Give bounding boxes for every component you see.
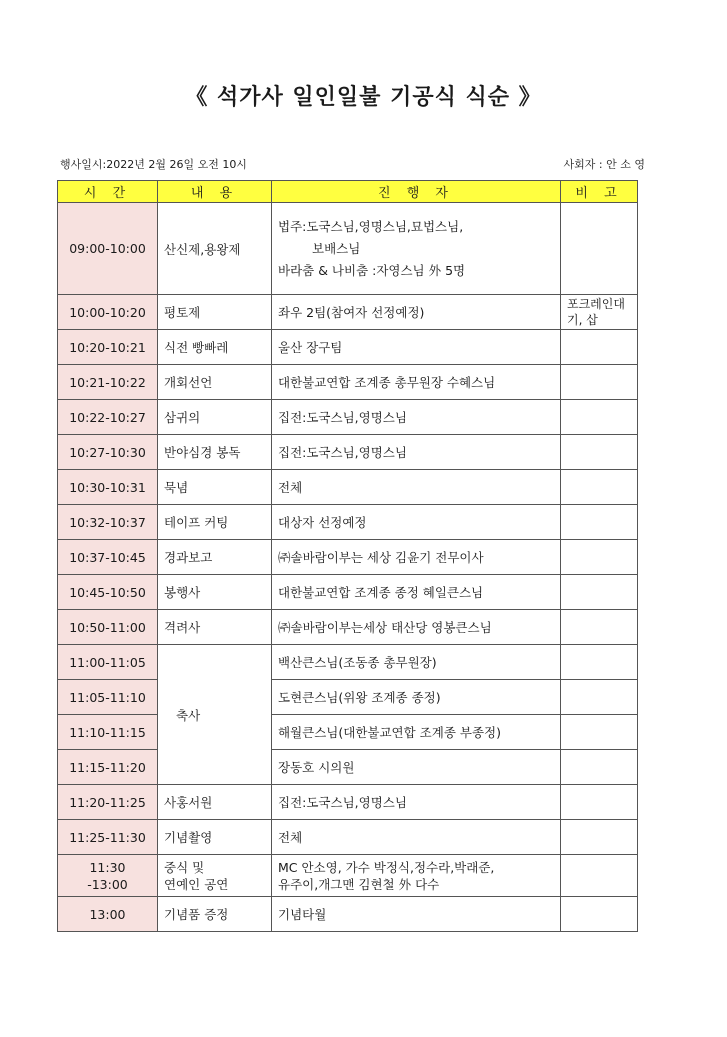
table-row	[58, 435, 638, 470]
content-cell: 평토제	[158, 295, 272, 330]
performer-cell: 도현큰스님(위왕 조계종 종정)	[272, 680, 561, 715]
page-title: 《 석가사 일인일불 기공식 식순 》	[185, 85, 542, 110]
performer-cell: 장동호 시의원	[272, 750, 561, 785]
host: 사회자 : 안 소 영	[563, 158, 645, 171]
time-cell: 11:00-11:05	[58, 645, 158, 680]
performer-line: 보배스님	[312, 240, 361, 256]
content-cell: 개회선언	[158, 365, 272, 400]
content-cell: 산신제,용왕제	[158, 203, 272, 295]
header-note: 비 고	[561, 181, 638, 203]
table-row	[58, 855, 638, 897]
table-row	[58, 785, 638, 820]
content-cell: 경과보고	[158, 540, 272, 575]
time-cell: 11:15-11:20	[58, 750, 158, 785]
table-row	[58, 203, 638, 295]
time-cell: 13:00	[58, 897, 158, 932]
table-row	[58, 295, 638, 330]
note-cell	[561, 435, 638, 470]
note-cell	[561, 785, 638, 820]
performer-cell: 백산큰스님(조동종 총무원장)	[272, 645, 561, 680]
time-cell: 10:22-10:27	[58, 400, 158, 435]
table-row	[58, 365, 638, 400]
time-cell: 10:00-10:20	[58, 295, 158, 330]
content-cell	[158, 855, 272, 897]
time-cell: 10:45-10:50	[58, 575, 158, 610]
performer-line: 법주:도국스님,영명스님,묘법스님,	[278, 218, 464, 234]
content-line: 연예인 공연	[164, 876, 229, 892]
performer-cell: 해월큰스님(대한불교연합 조계종 부종정)	[272, 715, 561, 750]
table-row	[58, 330, 638, 365]
time-line: 11:30	[89, 859, 126, 875]
note-cell	[561, 750, 638, 785]
content-cell: 사홍서원	[158, 785, 272, 820]
note-cell: 포크레인대기, 삽	[561, 295, 638, 330]
content-cell: 테이프 커팅	[158, 505, 272, 540]
content-cell: 격려사	[158, 610, 272, 645]
note-cell	[561, 470, 638, 505]
time-line: -13:00	[87, 876, 128, 892]
note-cell	[561, 400, 638, 435]
time-cell: 10:27-10:30	[58, 435, 158, 470]
time-cell: 10:21-10:22	[58, 365, 158, 400]
note-cell	[561, 365, 638, 400]
performer-cell: 대한불교연합 조계종 종정 혜일큰스님	[272, 575, 561, 610]
performer-line: 유주이,개그맨 김현철 外 다수	[278, 876, 440, 892]
time-cell: 10:30-10:31	[58, 470, 158, 505]
header-performer: 진 행 자	[272, 181, 561, 203]
note-cell	[561, 203, 638, 295]
header-content: 내 용	[158, 181, 272, 203]
time-cell: 09:00-10:00	[58, 203, 158, 295]
time-cell: 11:25-11:30	[58, 820, 158, 855]
performer-cell: ㈜솔바람이부는 세상 김윤기 전무이사	[272, 540, 561, 575]
note-cell	[561, 540, 638, 575]
schedule-table	[57, 180, 638, 932]
table-row	[58, 645, 638, 680]
time-cell: 10:20-10:21	[58, 330, 158, 365]
content-line: 중식 및	[164, 859, 205, 875]
performer-cell: 집전:도국스님,영명스님	[272, 785, 561, 820]
performer-line: 바라춤 & 나비춤 :자영스님 外 5명	[278, 262, 466, 278]
note-cell	[561, 575, 638, 610]
note-cell	[561, 610, 638, 645]
header-time: 시 간	[58, 181, 158, 203]
note-cell	[561, 505, 638, 540]
table-row	[58, 400, 638, 435]
time-cell: 11:10-11:15	[58, 715, 158, 750]
performer-cell: 기념타월	[272, 897, 561, 932]
time-cell: 10:50-11:00	[58, 610, 158, 645]
header-row	[58, 181, 638, 203]
performer-cell: 집전:도국스님,영명스님	[272, 400, 561, 435]
note-cell	[561, 820, 638, 855]
table-row	[58, 715, 638, 750]
table-row	[58, 750, 638, 785]
content-cell: 반야심경 봉독	[158, 435, 272, 470]
note-cell	[561, 855, 638, 897]
table-row	[58, 540, 638, 575]
performer-cell: 대상자 선정예정	[272, 505, 561, 540]
note-cell	[561, 680, 638, 715]
performer-line: MC 안소영, 가수 박정식,정수라,박래준,	[278, 859, 495, 875]
performer-cell: 전체	[272, 470, 561, 505]
event-date: 행사일시:2022년 2월 26일 오전 10시	[60, 158, 247, 171]
content-cell: 봉행사	[158, 575, 272, 610]
content-cell: 삼귀의	[158, 400, 272, 435]
time-cell: 10:32-10:37	[58, 505, 158, 540]
performer-cell	[272, 203, 561, 295]
content-cell: 축사	[158, 645, 272, 785]
table-row	[58, 610, 638, 645]
time-cell: 10:37-10:45	[58, 540, 158, 575]
note-cell	[561, 897, 638, 932]
note-cell	[561, 645, 638, 680]
time-cell	[58, 855, 158, 897]
performer-cell: ㈜솔바람이부는세상 태산당 영봉큰스님	[272, 610, 561, 645]
performer-cell	[272, 855, 561, 897]
time-cell: 11:05-11:10	[58, 680, 158, 715]
note-cell	[561, 330, 638, 365]
time-cell: 11:20-11:25	[58, 785, 158, 820]
table-row	[58, 680, 638, 715]
performer-cell: 집전:도국스님,영명스님	[272, 435, 561, 470]
performer-cell: 전체	[272, 820, 561, 855]
performer-cell: 좌우 2팀(참여자 선정예정)	[272, 295, 561, 330]
table-row	[58, 820, 638, 855]
content-cell: 기념촬영	[158, 820, 272, 855]
performer-cell: 울산 장구팀	[272, 330, 561, 365]
performer-cell: 대한불교연합 조계종 총무원장 수혜스님	[272, 365, 561, 400]
content-cell: 기념품 증정	[158, 897, 272, 932]
content-cell: 묵념	[158, 470, 272, 505]
content-cell: 식전 빵빠레	[158, 330, 272, 365]
table-row	[58, 505, 638, 540]
note-cell	[561, 715, 638, 750]
table-row	[58, 470, 638, 505]
table-row	[58, 897, 638, 932]
table-row	[58, 575, 638, 610]
